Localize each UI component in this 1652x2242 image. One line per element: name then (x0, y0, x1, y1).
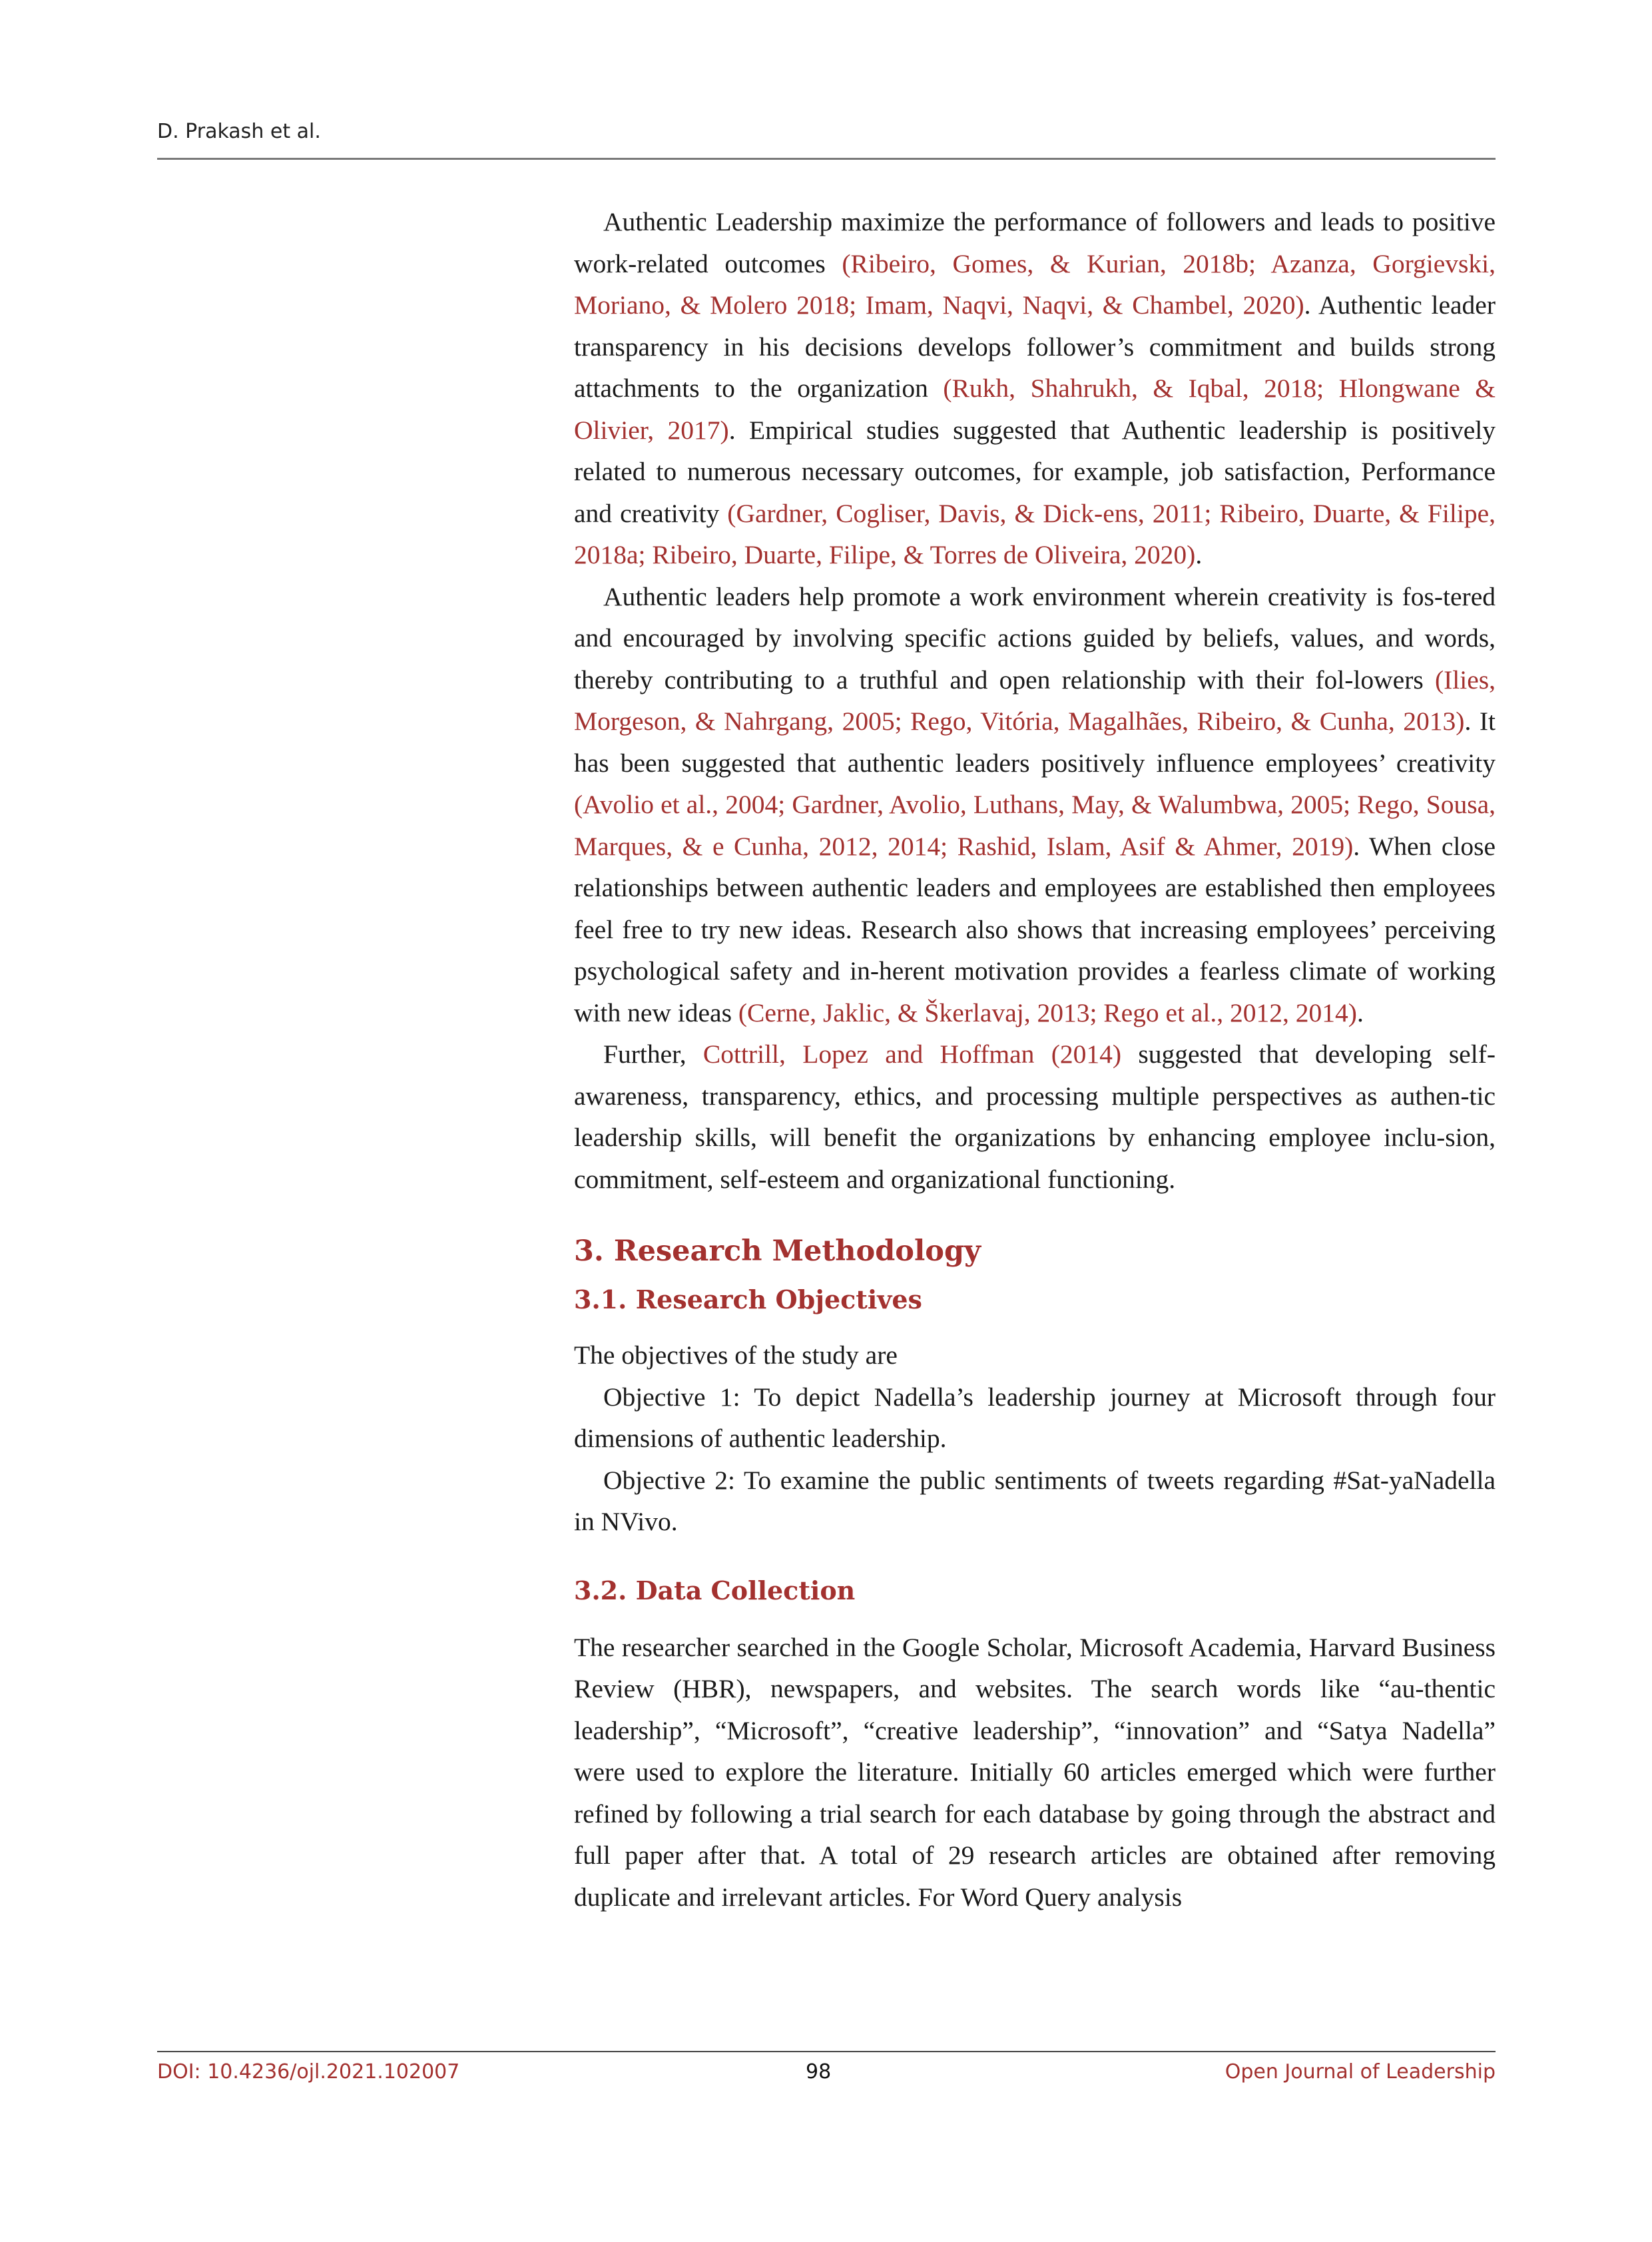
text-segment: . It has been suggested that authentic leaders positively influence employees’ creativity (574, 706, 1496, 778)
main-body (574, 201, 1496, 1918)
text-segment: suggested that developing self-awareness, transparency, ethics, and processing multiple perspectives as authen-tic leadership skills, will benefit the organizations by enhancing employee inclu-sion, commitment, self-esteem and organizational functioning. (574, 1039, 1496, 1194)
footer-rule (157, 2051, 1496, 2052)
text-segment: Authentic Leadership maximize the performance of followers and leads to positive work-related outcomes (574, 207, 1496, 278)
citation-link[interactable]: (Avolio et al., 2004; Gardner, Avolio, Luthans, May, & Walumbwa, 2005; Rego, Sousa, Marques, & e Cunha, 2012, 2014; Rashid, Islam, Asif & Ahmer, 2019) (574, 790, 1496, 861)
objective-2: Objective 2: To examine the public sentiments of tweets regarding #Sat-yaNadella in NVivo. (574, 1465, 1496, 1536)
citation-link[interactable]: Cottrill, Lopez and Hoffman (2014) (702, 1039, 1122, 1069)
text-segment: . Empirical studies suggested that Authentic leadership is positively related to numerous necessary outcomes, for example, job satisfaction, Performance and creativity (574, 415, 1496, 528)
text-segment: . (1195, 540, 1203, 569)
citation-link[interactable]: (Rukh, Shahrukh, & Iqbal, 2018; Hlongwane & Olivier, 2017) (574, 374, 1496, 445)
text-segment: Further, (603, 1039, 703, 1069)
footer-journal-link[interactable]: Open Journal of Leadership (1225, 2060, 1496, 2084)
text-segment: . Authentic leader transparency in his decisions develops follower’s commitment and builds strong attachments to the organization (574, 290, 1496, 403)
section-heading: 3. Research Methodology (574, 1235, 981, 1268)
paragraph-skills (574, 1033, 1496, 1200)
paragraph-authentic-leadership-outcomes (574, 201, 1496, 576)
citation-link[interactable]: (Ribeiro, Gomes, & Kurian, 2018b; Azanza, Gorgievski, Moriano, & Molero 2018; Imam, Naqvi, Naqvi, & Chambel, 2020) (574, 248, 1496, 320)
text-segment: Authentic leaders help promote a work environment wherein creativity is fos-tered and encouraged by involving specific actions guided by beliefs, values, and words, thereby contributing to a truthful and open relationship with their fol-lowers (574, 581, 1496, 695)
objective-1: Objective 1: To depict Nadella’s leadership journey at Microsoft through four dimensions of authentic leadership. (574, 1382, 1496, 1453)
text-segment: . When close relationships between authentic leaders and employees are established then employees feel free to try new ideas. Research also shows that increasing employees’ perceiving psychological safety and in-herent motivation provides a fearless climate of working with new ideas (574, 831, 1496, 1027)
text-segment: . (1356, 997, 1364, 1027)
paragraph-data-collection: The researcher searched in the Google Scholar, Microsoft Academia, Harvard Business Review (HBR), newspapers, and websites. The search words like “au-thentic leadership”, “Microsoft”, “creative leadership”, “innovation” and “Satya Nadella” were used to explore the literature. Initially 60 articles emerged which were further refined by following a trial search for each database by going through the abstract and full paper after that. A total of 29 research articles are obtained after removing duplicate and irrelevant articles. For Word Query analysis (574, 1632, 1496, 1912)
citation-link[interactable]: (Cerne, Jaklic, & Škerlavaj, 2013; Rego et al., 2012, 2014) (738, 997, 1357, 1027)
running-header-author: D. Prakash et al. (157, 120, 321, 143)
objectives-intro: The objectives of the study are (574, 1340, 898, 1370)
citation-link[interactable]: (Gardner, Cogliser, Davis, & Dick-ens, 2011; Ribeiro, Duarte, & Filipe, 2018a; Ribeiro, Duarte, Filipe, & Torres de Oliveira, 2020) (574, 498, 1496, 569)
paragraph-creativity (574, 576, 1496, 1034)
footer-doi-link[interactable]: DOI: 10.4236/ojl.2021.102007 (157, 2060, 460, 2084)
citation-link[interactable]: (Ilies, Morgeson, & Nahrgang, 2005; Rego, Vitória, Magalhães, Ribeiro, & Cunha, 2013) (574, 665, 1496, 736)
header-rule (157, 158, 1496, 160)
subsection-heading-data-collection: 3.2. Data Collection (574, 1575, 856, 1605)
page-number: 98 (806, 2060, 832, 2084)
subsection-heading-objectives: 3.1. Research Objectives (574, 1284, 922, 1314)
